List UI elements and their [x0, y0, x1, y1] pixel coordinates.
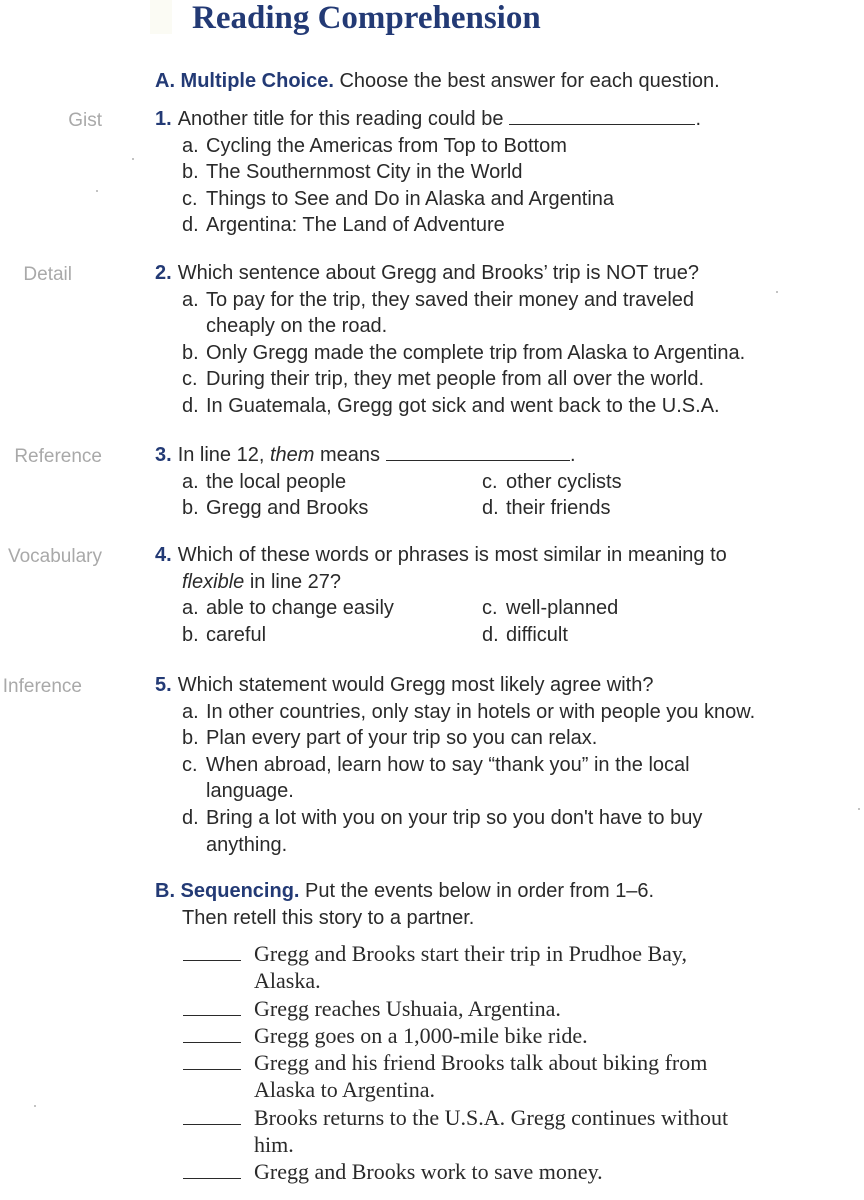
question-stem: [23, 260, 805, 287]
option-text: The Southernmost City in the World: [206, 161, 523, 184]
question-text-pre: In line 12,: [177, 444, 265, 466]
option-letter: a.: [182, 470, 199, 493]
sequence-item: [183, 1104, 738, 1159]
question-2: [23, 260, 805, 420]
option-a: [155, 287, 766, 340]
section-b-heading: B. Sequencing.: [155, 880, 300, 902]
order-blank[interactable]: [183, 940, 241, 961]
option-text: other cyclists: [506, 470, 622, 493]
option-d: [155, 805, 726, 858]
option-text: difficult: [506, 623, 568, 646]
question-number: 5.: [155, 674, 172, 696]
option-text: Gregg and Brooks: [206, 497, 369, 520]
option-letter: c.: [182, 187, 198, 210]
option-text: Argentina: The Land of Adventure: [206, 214, 505, 237]
option-text: In Guatemala, Gregg got sick and went back to the U.S.A.: [206, 394, 720, 417]
skill-label: Inference: [2, 676, 82, 697]
option-letter: a.: [182, 288, 199, 311]
option-text: Only Gregg made the complete trip from Alaska to Argentina.: [206, 341, 746, 364]
page-title: Reading Comprehension: [192, 0, 541, 36]
question-punct: .: [695, 108, 702, 130]
option-letter: c.: [182, 368, 198, 391]
option-row: [155, 595, 835, 622]
option-letter: a.: [182, 700, 199, 723]
question-punct: .: [570, 444, 576, 466]
question-text-post: means: [320, 444, 381, 466]
option-letter: b.: [182, 341, 199, 364]
option-row: [155, 495, 835, 522]
sequence-text: Gregg and Brooks work to save money.: [254, 1159, 603, 1185]
option-text: Bring a lot with you on your trip so you don't have to buy anything.: [206, 806, 703, 856]
option-letter: b.: [182, 727, 199, 750]
skill-label: Reference: [14, 446, 102, 467]
option-letter: a.: [182, 134, 199, 157]
question-number: 3.: [155, 444, 172, 466]
section-a-header: [155, 70, 720, 93]
sequence-text: Brooks returns to the U.S.A. Gregg continues without him.: [254, 1104, 729, 1158]
order-blank[interactable]: [183, 1022, 241, 1043]
skill-label: Gist: [68, 110, 102, 131]
option-b: [155, 340, 805, 367]
title-tab-decoration: [150, 0, 172, 34]
order-blank[interactable]: [183, 1104, 241, 1125]
question-text: Another title for this reading could be: [177, 108, 504, 130]
answer-blank: [509, 106, 695, 125]
order-blank[interactable]: [183, 1158, 241, 1179]
section-a-instruction: Choose the best answer for each question.: [339, 70, 720, 92]
option-letter: d.: [482, 497, 499, 520]
question-stem: [7, 542, 835, 569]
question-text: Which sentence about Gregg and Brooks’ trip is NOT true?: [177, 262, 700, 284]
option-letter: c.: [482, 470, 498, 493]
section-b-instruction-2: Then retell this story to a partner.: [182, 907, 475, 929]
sequence-item: [183, 1049, 738, 1104]
order-blank[interactable]: [183, 1049, 241, 1070]
question-text: Which statement would Gregg most likely agree with?: [177, 674, 654, 696]
option-letter: b.: [182, 497, 199, 520]
question-number: 2.: [155, 262, 172, 284]
option-letter: d.: [182, 806, 199, 829]
option-b: [155, 159, 835, 186]
scan-speck: [132, 158, 134, 160]
option-letter: b.: [182, 623, 199, 646]
option-letter: d.: [182, 214, 199, 237]
option-a: [182, 469, 482, 496]
option-d: [482, 622, 782, 649]
sequence-item: [183, 995, 783, 1022]
scan-speck: [776, 291, 778, 293]
scan-speck: [96, 190, 98, 192]
question-text: Which of these words or phrases is most similar in meaning to: [177, 544, 727, 566]
question-stem: [68, 106, 835, 133]
option-a: [155, 699, 815, 726]
skill-label: Detail: [23, 264, 72, 285]
sequence-text: Gregg and Brooks start their trip in Prudhoe Bay, Alaska.: [254, 941, 687, 994]
question-stem-line2: [155, 569, 835, 596]
option-letter: a.: [182, 597, 199, 620]
option-text: careful: [206, 623, 267, 646]
option-text: In other countries, only stay in hotels or with people you know.: [206, 700, 756, 723]
sequence-text: Gregg reaches Ushuaia, Argentina.: [254, 995, 561, 1021]
option-c: [482, 469, 782, 496]
sequence-text: Gregg and his friend Brooks talk about biking from Alaska to Argentina.: [254, 1050, 708, 1103]
option-c: [482, 595, 782, 622]
order-blank[interactable]: [183, 995, 241, 1016]
sequence-text: Gregg goes on a 1,000-mile bike ride.: [254, 1022, 588, 1048]
option-b: [182, 495, 482, 522]
option-letter: b.: [182, 161, 199, 184]
question-text-italic: them: [269, 444, 315, 466]
option-text: able to change easily: [206, 597, 394, 620]
question-1: [68, 106, 835, 239]
question-number: 1.: [155, 108, 172, 130]
question-text-post: in line 27?: [249, 570, 342, 593]
option-text: the local people: [206, 470, 347, 493]
option-row: [155, 622, 835, 649]
question-5: [2, 672, 815, 858]
question-stem: [2, 672, 815, 699]
scan-speck: [858, 808, 860, 810]
sequencing-list: [183, 940, 783, 1186]
option-letter: d.: [182, 394, 199, 417]
sequence-item: [183, 1158, 783, 1185]
option-text: To pay for the trip, they saved their money and traveled cheaply on the road.: [206, 288, 695, 338]
option-letter: c.: [482, 597, 498, 620]
option-d: [155, 393, 805, 420]
section-a-heading: A. Multiple Choice.: [155, 70, 334, 92]
answer-blank: [386, 442, 570, 461]
section-b-instruction-1: Put the events below in order from 1–6.: [305, 880, 655, 902]
option-c: [155, 752, 746, 805]
sequence-item: [183, 1022, 783, 1049]
question-4: [7, 542, 835, 648]
skill-label: Vocabulary: [7, 546, 102, 567]
option-text: Plan every part of your trip so you can relax.: [206, 727, 598, 750]
option-d: [155, 212, 835, 239]
question-number: 4.: [155, 544, 172, 566]
option-a: [155, 133, 835, 160]
option-text: Things to See and Do in Alaska and Argentina: [206, 187, 615, 210]
option-letter: c.: [182, 753, 198, 776]
option-b: [182, 622, 482, 649]
option-b: [155, 725, 815, 752]
option-letter: d.: [482, 623, 499, 646]
option-text: When abroad, learn how to say “thank you” in the local language.: [206, 753, 690, 803]
scan-speck: [34, 1105, 36, 1107]
option-text: well-planned: [506, 597, 619, 620]
option-c: [155, 186, 835, 213]
question-stem: [14, 442, 835, 469]
option-a: [182, 595, 482, 622]
option-text: Cycling the Americas from Top to Bottom: [206, 134, 567, 157]
option-text: During their trip, they met people from all over the world.: [206, 368, 704, 391]
option-row: [155, 469, 835, 496]
section-b-header: [155, 878, 654, 932]
section-b-line1: [155, 878, 654, 905]
question-text-italic: flexible: [182, 570, 245, 593]
option-c: [155, 366, 805, 393]
question-3: [14, 442, 835, 522]
option-d: [482, 495, 782, 522]
sequence-item: [183, 940, 728, 995]
option-text: their friends: [506, 497, 611, 520]
